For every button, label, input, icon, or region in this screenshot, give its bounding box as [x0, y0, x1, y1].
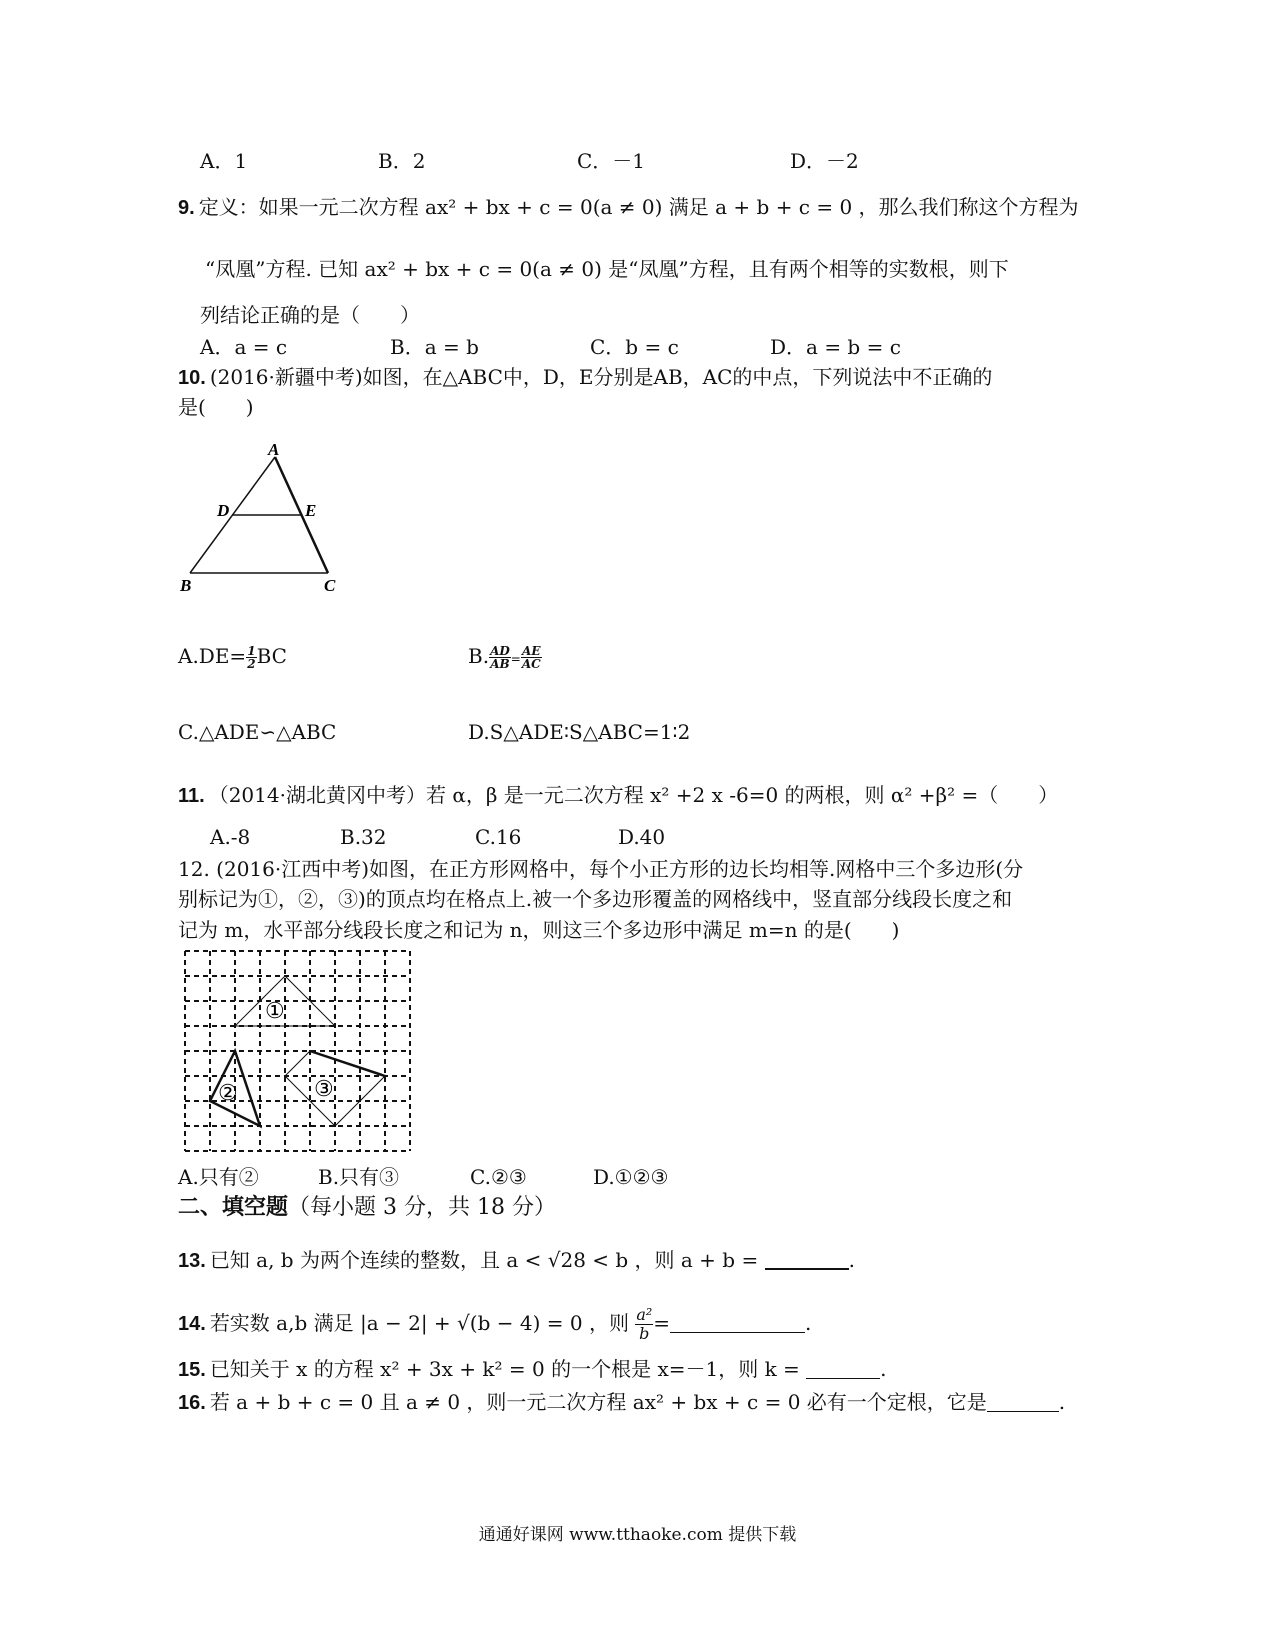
- q10-number: 10.: [178, 367, 206, 389]
- section2-note: （每小题 3 分，共 18 分）: [288, 1195, 556, 1220]
- q13-line: [178, 1247, 855, 1274]
- q11-line1: [178, 782, 1058, 809]
- q10-option-a-frac-top: 1: [247, 644, 256, 658]
- q16-line: [178, 1389, 1065, 1416]
- q10-option-a-fraction: [246, 645, 256, 670]
- label-polygon-1: ①: [265, 998, 285, 1023]
- q16-text: 若 a + b + c = 0 且 a ≠ 0 ，则一元二次方程 ax² + bx + c = 0 必有一个定根，它是: [209, 1390, 987, 1414]
- q15-number: 15.: [178, 1359, 206, 1381]
- q14-fraction: [635, 1306, 653, 1343]
- q10-option-a-prefix: A.DE=: [178, 644, 247, 668]
- label-polygon-3: ③: [314, 1076, 334, 1101]
- label-c: C: [324, 576, 336, 595]
- polygon-3-bold-edge: [310, 1051, 385, 1076]
- q14-text-after: =: [653, 1311, 671, 1335]
- q9-line2: “凤凰”方程. 已知 ax² + bx + c = 0(a ≠ 0) 是“凤凰”方程，且有两个相等的实数根，则下: [205, 257, 1009, 281]
- q9-number: 9.: [178, 197, 195, 219]
- q12-line1: 12. (2016·江西中考)如图，在正方形网格中，每个小正方形的边长均相等.网格中三个多边形(分: [178, 857, 1024, 881]
- q10-text1: (2016·新疆中考)如图，在△ABC中，D，E分别是AB，AC的中点，下列说法中不正确的: [209, 365, 993, 389]
- q10-option-b: [468, 643, 542, 672]
- q9-option-c: C．b = c: [590, 335, 679, 359]
- label-b: B: [180, 576, 192, 595]
- q10-option-b-fraction2: [521, 645, 542, 670]
- q12-option-a: A.只有②: [178, 1165, 259, 1189]
- q12-option-d: D.①②③: [593, 1165, 669, 1189]
- label-a: A: [268, 440, 280, 459]
- q10-option-c: C.△ADE∽△ABC: [178, 720, 337, 744]
- q8-option-a: A．1: [200, 149, 248, 173]
- q13-answer-blank[interactable]: [765, 1250, 849, 1270]
- label-e: E: [305, 501, 317, 520]
- q10-option-d: D.S△ADE∶S△ABC=1∶2: [468, 720, 691, 744]
- q8-option-d: D．－2: [790, 149, 859, 173]
- section2-title: 二、填空题: [178, 1194, 289, 1220]
- q13-text: 已知 a, b 为两个连续的整数，且 a < √28 < b ，则 a + b =: [209, 1248, 759, 1272]
- q12-line2: 别标记为①，②，③)的顶点均在格点上.被一个多边形覆盖的网格线中，竖直部分线段长度之和: [178, 887, 1013, 911]
- q15-text: 已知关于 x 的方程 x² + 3x + k² = 0 的一个根是 x=－1，则 k =: [209, 1357, 800, 1381]
- dashed-grid: [185, 951, 410, 1151]
- q15-end: .: [880, 1357, 887, 1381]
- q15-answer-blank[interactable]: [806, 1360, 880, 1379]
- q16-number: 16.: [178, 1392, 206, 1414]
- q14-answer-blank[interactable]: [670, 1314, 805, 1333]
- q10-option-b-frac1-bottom: AB: [490, 657, 510, 671]
- q9-option-b: B．a = b: [390, 335, 479, 359]
- q10-line2: 是( ): [178, 395, 254, 419]
- q13-end: .: [848, 1248, 855, 1272]
- q11-option-b: B.32: [340, 825, 387, 849]
- q9-option-d: D．a = b = c: [770, 335, 901, 359]
- q10-option-b-fraction1: [489, 645, 511, 670]
- q10-option-b-frac1-top: AD: [490, 644, 510, 658]
- q11-option-c: C.16: [475, 825, 522, 849]
- label-polygon-2: ②: [218, 1080, 238, 1105]
- q14-line: [178, 1306, 811, 1343]
- q10-option-a: [178, 643, 287, 670]
- q16-answer-blank[interactable]: [987, 1393, 1059, 1412]
- q11-number: 11.: [178, 785, 205, 807]
- q12-grid-figure: [182, 948, 414, 1154]
- q11-option-a: A.-8: [210, 825, 251, 849]
- q14-frac-top: a²: [636, 1305, 653, 1324]
- q9-text1: 定义：如果一元二次方程 ax² + bx + c = 0(a ≠ 0) 满足 a + b + c = 0 ，那么我们称这个方程为: [198, 195, 1079, 219]
- q12-line3: 记为 m，水平部分线段长度之和记为 n，则这三个多边形中满足 m=n 的是( ): [178, 918, 900, 942]
- q15-line: [178, 1356, 887, 1383]
- q13-number: 13.: [178, 1250, 206, 1272]
- q16-end: .: [1058, 1390, 1066, 1414]
- q14-frac-bottom: b: [639, 1324, 650, 1343]
- q10-line1: [178, 364, 992, 391]
- q10-option-b-prefix: B.: [468, 644, 490, 668]
- q12-option-b: B.只有③: [318, 1165, 400, 1189]
- q14-number: 14.: [178, 1313, 206, 1335]
- section2-heading: [178, 1194, 556, 1221]
- q9-option-a: A．a = c: [200, 335, 288, 359]
- q10-option-a-suffix: BC: [256, 644, 287, 668]
- page-footer: 通通好课网 www.tthaoke.com 提供下载: [478, 1525, 797, 1545]
- q14-text-before: 若实数 a,b 满足 |a − 2| + √(b − 4) = 0 ，则: [209, 1311, 629, 1335]
- label-d: D: [217, 501, 230, 520]
- q10-option-b-frac2-bottom: AC: [521, 657, 541, 671]
- q10-option-b-frac2-top: AE: [522, 644, 541, 658]
- q9-line3: 列结论正确的是（ ）: [200, 303, 420, 327]
- q11-option-d: D.40: [618, 825, 666, 849]
- q10-option-a-frac-bottom: 2: [247, 657, 256, 671]
- q10-triangle-figure: [170, 435, 370, 600]
- q10-option-b-equals: =: [510, 652, 521, 666]
- q14-end: .: [805, 1311, 812, 1335]
- q11-text: （2014·湖北黄冈中考）若 α，β 是一元二次方程 x² +2 x -6=0 的两根，则 α² +β² =（ ）: [208, 783, 1059, 807]
- q9-line1: [178, 194, 1079, 221]
- q8-option-c: C．－1: [577, 149, 646, 173]
- q8-option-b: B．2: [378, 149, 426, 173]
- q12-option-c: C.②③: [470, 1165, 527, 1189]
